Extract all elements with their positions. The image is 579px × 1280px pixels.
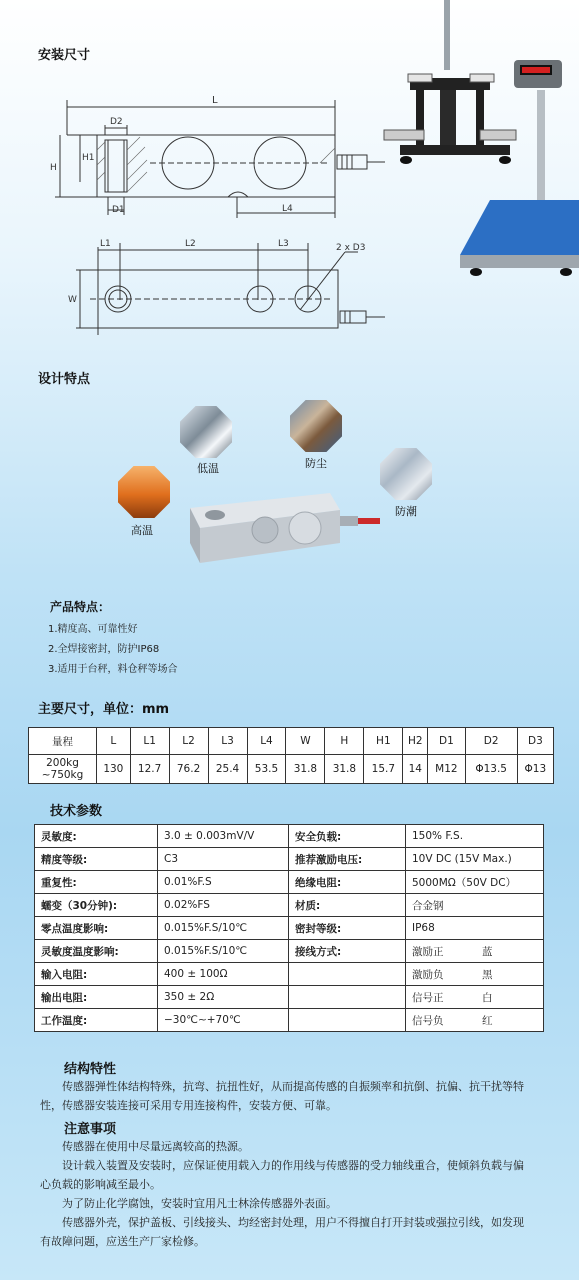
table-row xyxy=(35,894,544,917)
col-header: D1 xyxy=(428,728,465,755)
dimension-table xyxy=(28,727,554,784)
param-value: 0.02%FS xyxy=(158,894,289,917)
param-key: 蠕变（30分钟): xyxy=(35,894,158,917)
param-value: 150% F.S. xyxy=(406,825,544,848)
table-cell: 31.8 xyxy=(325,755,364,784)
moisture-label: 防潮 xyxy=(395,505,417,518)
tech-params-table xyxy=(34,824,544,1032)
col-header: L1 xyxy=(130,728,169,755)
notes-line-1: 传感器在使用中尽量远离较高的热源。 xyxy=(62,1140,249,1153)
notes-line-4: 为了防止化学腐蚀，安装时宜用凡士林涂传感器外表面。 xyxy=(62,1197,337,1210)
dim-label-L2: L2 xyxy=(185,239,196,249)
param-value: 10V DC (15V Max.) xyxy=(406,848,544,871)
notes-line-2: 设计载入装置及安装时，应保证使用载入力的作用线与传感器的受力轴线重合，使倾斜负载与偏 xyxy=(62,1159,524,1172)
structure-title: 结构特性 xyxy=(64,1062,117,1077)
moisture-photo xyxy=(380,448,432,500)
high-temp-photo xyxy=(118,466,170,518)
table-row xyxy=(35,963,544,986)
wire-color: 红 xyxy=(482,1014,493,1027)
param-value: 350 ± 2Ω xyxy=(158,986,289,1009)
wire-signal: 信号负 xyxy=(412,1014,444,1027)
dust-photo xyxy=(290,400,342,452)
table-row xyxy=(35,825,544,848)
notes-title: 注意事项 xyxy=(64,1122,117,1137)
table-cell: 31.8 xyxy=(286,755,325,784)
dust-label: 防尘 xyxy=(305,457,327,470)
param-value: −30℃∼+70℃ xyxy=(158,1009,289,1032)
table-row xyxy=(35,986,544,1009)
table-cell: Φ13 xyxy=(517,755,553,784)
wire-signal: 激励正 xyxy=(412,945,444,958)
wire-color: 白 xyxy=(482,991,493,1004)
param-value: 3.0 ± 0.003mV/V xyxy=(158,825,289,848)
low-temp-label: 低温 xyxy=(197,462,219,475)
structure-line-2: 性，传感器安装连接可采用专用连接构件，安装方便、可靠。 xyxy=(40,1099,337,1112)
col-header: W xyxy=(286,728,325,755)
col-header: D2 xyxy=(465,728,517,755)
notes-line-3: 心负载的影响减至最小。 xyxy=(40,1178,161,1191)
param-value: 0.015%F.S/10℃ xyxy=(158,940,289,963)
dim-label-L3: L3 xyxy=(278,239,289,249)
structure-paragraph xyxy=(40,1077,550,1115)
table-row xyxy=(35,871,544,894)
wire-signal: 信号正 xyxy=(412,991,444,1004)
param-value: 合金钢 xyxy=(406,894,544,917)
col-header: H1 xyxy=(364,728,403,755)
col-header: D3 xyxy=(517,728,553,755)
param-key xyxy=(289,963,406,986)
dim-label-W: W xyxy=(68,295,77,305)
dim-label-D1: D1 xyxy=(112,205,125,215)
param-key xyxy=(289,1009,406,1032)
param-key: 输出电阻: xyxy=(35,986,158,1009)
install-dims-title: 安装尺寸 xyxy=(38,48,91,63)
param-key: 工作温度: xyxy=(35,1009,158,1032)
table-cell: Φ13.5 xyxy=(465,755,517,784)
product-feature-3: 3.适用于台秤，料仓秤等场合 xyxy=(48,664,178,675)
param-key: 绝缘电阻: xyxy=(289,871,406,894)
notes-paragraph xyxy=(40,1137,555,1251)
table-cell: 12.7 xyxy=(130,755,169,784)
col-header: H2 xyxy=(403,728,428,755)
wire-color: 黑 xyxy=(482,968,493,981)
param-key: 推荐激励电压: xyxy=(289,848,406,871)
param-key: 接线方式: xyxy=(289,940,406,963)
table-cell: 130 xyxy=(97,755,131,784)
dim-label-L: L xyxy=(212,95,218,106)
param-key: 密封等级: xyxy=(289,917,406,940)
col-header: H xyxy=(325,728,364,755)
param-key: 精度等级: xyxy=(35,848,158,871)
table-cell: 25.4 xyxy=(208,755,247,784)
table-cell: 76.2 xyxy=(169,755,208,784)
table-cell: 53.5 xyxy=(247,755,286,784)
structure-line-1: 传感器弹性体结构特殊，抗弯、抗扭性好，从而提高传感的自振频率和抗倒、抗偏、抗干扰等特 xyxy=(62,1080,524,1093)
param-value: 400 ± 100Ω xyxy=(158,963,289,986)
wiring-cell xyxy=(406,986,544,1009)
param-value: 5000MΩ（50V DC） xyxy=(406,871,544,894)
col-header: L2 xyxy=(169,728,208,755)
param-key xyxy=(289,986,406,1009)
table-cell: 200kg ~750kg xyxy=(29,755,97,784)
dim-label-D2: D2 xyxy=(110,117,123,127)
param-value: IP68 xyxy=(406,917,544,940)
col-header: L xyxy=(97,728,131,755)
param-key: 灵敏度: xyxy=(35,825,158,848)
dim-label-H1: H1 xyxy=(82,153,95,163)
wiring-cell xyxy=(406,1009,544,1032)
low-temp-photo xyxy=(180,406,232,458)
table-row xyxy=(35,1009,544,1032)
table-cell: 15.7 xyxy=(364,755,403,784)
dim-label-L4: L4 xyxy=(282,204,293,214)
param-key: 灵敏度温度影响: xyxy=(35,940,158,963)
param-key: 零点温度影响: xyxy=(35,917,158,940)
param-value: 0.015%F.S/10℃ xyxy=(158,917,289,940)
wire-color: 蓝 xyxy=(482,945,493,958)
table-cell: 14 xyxy=(403,755,428,784)
col-header: 量程 xyxy=(29,728,97,755)
param-key: 重复性: xyxy=(35,871,158,894)
product-feature-2: 2.全焊接密封，防护IP68 xyxy=(48,644,160,655)
col-header: L4 xyxy=(247,728,286,755)
platform-scale-image xyxy=(380,0,579,300)
main-dims-title: 主要尺寸，单位：mm xyxy=(38,702,170,717)
table-row xyxy=(35,917,544,940)
table-row xyxy=(29,755,554,784)
param-key: 安全负载: xyxy=(289,825,406,848)
notes-line-5: 传感器外壳，保护盖板、引线接头、均经密封处理，用户不得擅自打开封装或强拉引线，如发现 xyxy=(62,1216,524,1229)
table-row xyxy=(35,848,544,871)
col-header: L3 xyxy=(208,728,247,755)
product-features-title: 产品特点： xyxy=(50,600,111,614)
wiring-cell xyxy=(406,963,544,986)
param-key: 输入电阻: xyxy=(35,963,158,986)
dim-label-L1: L1 xyxy=(100,239,111,249)
wire-signal: 激励负 xyxy=(412,968,444,981)
design-features-title: 设计特点 xyxy=(38,372,91,387)
product-feature-1: 1.精度高、可靠性好 xyxy=(48,624,138,635)
dimension-table-header xyxy=(29,728,554,755)
notes-line-6: 有故障问题，应送生产厂家检修。 xyxy=(40,1235,205,1248)
table-row xyxy=(35,940,544,963)
load-cell-image xyxy=(185,488,385,568)
wiring-cell xyxy=(406,940,544,963)
table-cell: M12 xyxy=(428,755,465,784)
param-value: 0.01%F.S xyxy=(158,871,289,894)
param-key: 材质: xyxy=(289,894,406,917)
param-value: C3 xyxy=(158,848,289,871)
dim-label-D3: 2 x D3 xyxy=(336,243,366,253)
high-temp-label: 高温 xyxy=(131,524,153,537)
tech-params-title: 技术参数 xyxy=(50,804,103,819)
dim-label-H: H xyxy=(50,163,57,173)
